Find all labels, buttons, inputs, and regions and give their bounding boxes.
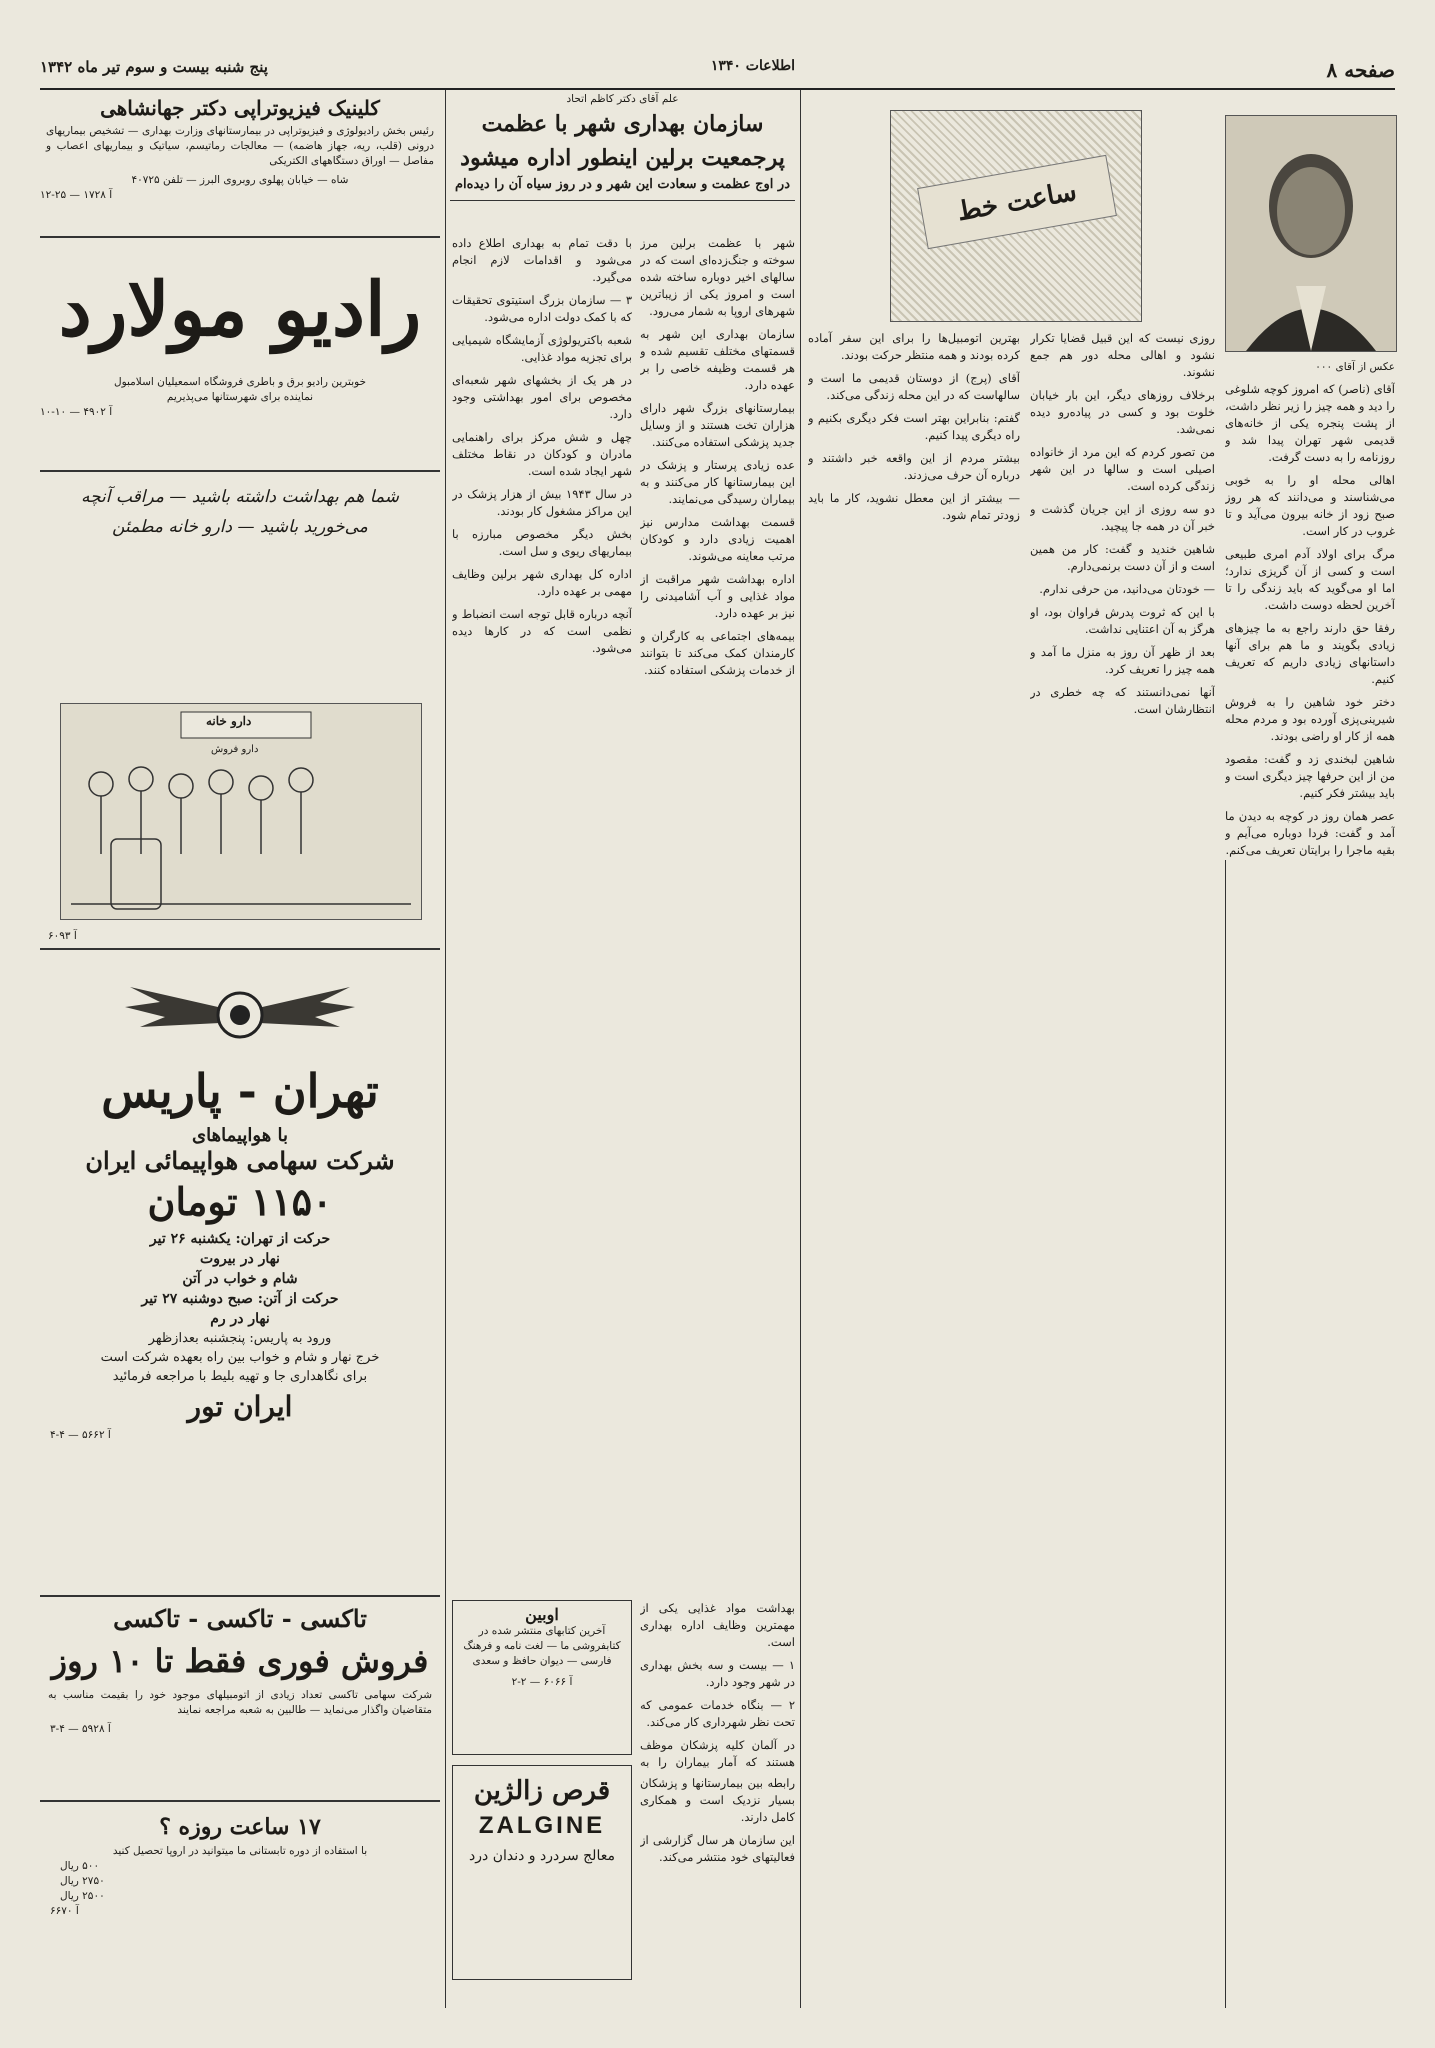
portrait-photo [1225, 115, 1397, 352]
books-ad-code: آ ۶۰۶۶ — ۲-۲ [511, 1676, 573, 1688]
article2-kicker: علم آقای دکتر کاظم اتحاد [566, 93, 679, 105]
pharmacy-ad [40, 478, 440, 950]
page-header [40, 52, 1395, 90]
article-paragraph: آنچه درباره قابل توجه است انضباط و نظمی است که در کارها دیده می‌شود. [452, 607, 632, 655]
zalgine-ad [452, 1765, 632, 1980]
airline-ad-code: آ ۵۶۶۲ — ۴-۴ [50, 1429, 111, 1441]
taxi-ad-code: آ ۵۹۲۸ — ۴-۳ [50, 1723, 111, 1735]
article-paragraph: اداره بهداشت شهر مراقبت از مواد غذایی و آب آشامیدنی را نیز بر عهده دارد. [640, 572, 795, 620]
airline-ad-line: حرکت از آتن: صبح دوشنبه ۲۷ تیر [141, 1291, 339, 1307]
article-paragraph: شاهین خندید و گفت: کار من همین است و از آن دست برنمی‌دارم. [1030, 542, 1215, 573]
radio-ad-line1: خوبترین رادیو برق و باطری فروشگاه اسمعیلیان اسلامبول [113, 376, 367, 388]
cartoon-illustration [60, 703, 422, 920]
article-paragraph: بیمه‌های اجتماعی به کارگران و کارمندان کمک می‌کند تا بتوانند از خدمات پزشکی استفاده کنند. [640, 629, 795, 677]
airline-ad-line: خرج نهار و شام و خواب بین راه بعهده شرکت است [100, 1350, 380, 1365]
article1-kicker: عکس از آقای ۰۰۰ [1315, 361, 1395, 373]
course-ad-price: ۲۵۰۰ ریال [60, 1890, 105, 1902]
article-paragraph: آقای (ناصر) که امروز کوچه شلوغی را دید و همه چیز را زیر نظر داشت، از پشت پنجره یکی از خانه‌های قدیمی شهر تهران پیدا شد و روزنامه را به دست گرفت. [1225, 382, 1395, 464]
article-paragraph: ۲ — بنگاه خدمات عمومی که تحت نظر شهرداری کار می‌کند. [640, 1698, 795, 1729]
article-paragraph: ۳ — سازمان بزرگ استیتوی تحقیقات که با کمک دولت اداره می‌شود. [452, 293, 632, 324]
airline-ad-brand: ایران تور [187, 1390, 293, 1423]
article-paragraph: با دقت تمام به بهداری اطلاع داده می‌شود و اقدامات لازم انجام می‌گیرد. [452, 236, 632, 284]
article-paragraph: من تصور کردم که این مرد از خانواده اصیلی است و سالها در این شهر زندگی کرده است. [1030, 445, 1215, 493]
article1-column-a [1225, 360, 1395, 1988]
radio-ad-line2: نماینده برای شهرستانها می‌پذیریم [166, 391, 314, 403]
books-ad-body: آخرین کتابهای منتشر شده در کتابفروشی ما — لغت نامه و فرهنگ فارسی — دیوان حافظ و سعدی [463, 1625, 621, 1667]
airline-ad-line: حرکت از تهران: یکشنبه ۲۶ تیر [149, 1231, 331, 1247]
clinic-ad [40, 96, 440, 238]
clinic-ad-code: آ ۱۷۲۸ — ۲۵-۱۲ [40, 189, 113, 201]
article2-subtitle: در اوج عظمت و سعادت این شهر و در روز سیاه آن را دیده‌ام [454, 177, 791, 192]
article-paragraph: — بیشتر از این معطل نشوید، کار ما باید زودتر تمام شود. [808, 491, 1020, 522]
article-illustration [890, 110, 1142, 322]
article-paragraph: شاهین لبخندی زد و گفت: مقصود من از این حرفها چیز دیگری است و باید بیشتر فکر کنیم. [1225, 752, 1395, 800]
airline-wings-logo-icon [120, 967, 360, 1057]
article-paragraph: برخلاف روزهای دیگر، این بار خیابان خلوت بود و کسی در پیاده‌رو دیده نمی‌شد. [1030, 388, 1215, 436]
radio-ad-code: آ ۴۹۰۲ — ۱۰-۱۰ [40, 406, 113, 418]
article-paragraph: بهترین اتومبیل‌ها را برای این سفر آماده کرده بودند و همه منتظر حرکت بودند. [808, 331, 1020, 362]
article-paragraph: سازمان بهداری این شهر به قسمتهای مختلف تقسیم شده و هر قسمت وظیفه خاصی را بر عهده دارد. [640, 327, 795, 392]
books-ad [452, 1600, 632, 1755]
article-paragraph: دو سه روزی از این جریان گذشت و خبر آن در همه جا پیچید. [1030, 502, 1215, 533]
airline-ad-company: شرکت سهامی هواپیمائی ایران [85, 1146, 395, 1175]
paper-code: اطلاعات ۱۳۴۰ [710, 58, 795, 74]
article1-column-b [1030, 330, 1215, 1988]
article-paragraph: روزی نیست که این قبیل قضایا تکرار نشود و اهالی محله دور هم جمع نشوند. [1030, 331, 1215, 379]
portrait-icon [1226, 116, 1396, 351]
article-paragraph: این سازمان هر سال گزارشی از فعالیتهای خود منتشر می‌کند. [640, 1833, 795, 1864]
clinic-ad-body: رئیس بخش رادیولوژی و فیزیوتراپی در بیمارستانهای وزارت بهداری — تشخیص بیماریهای درونی (قلب، ریه، جهاز هاضمه) — معالجات رماتیسم، سیاتیک و بیماریهای اعصاب و مفاصل — اوراق دستگاههای الکتریکی [46, 125, 434, 167]
taxi-ad [40, 1600, 440, 1802]
pharmacy-ad-text: شما هم بهداشت داشته باشید — مراقب آنچه می‌خورید باشید — دارو خانه مطمئن [80, 487, 400, 537]
zalgine-latin: ZALGINE [478, 1812, 606, 1839]
airline-ad [40, 955, 440, 1597]
page-number: صفحه ۸ [1326, 58, 1395, 82]
article-paragraph: مرگ برای اولاد آدم امری طبیعی است و کسی از آن گریزی ندارد؛ اما او می‌گوید که باید زندگی را تا آخرین لحظه دوست داشت. [1225, 547, 1395, 612]
course-ad-price: ۵۰۰ ریال [60, 1860, 100, 1872]
article-paragraph: رفقا حق دارند راجع به ما چیزهای زیادی بگویند و ما هم برای آنها داستانهای زیادی داریم که تعریف کنیم. [1225, 621, 1395, 686]
course-ad-price: ۲۷۵۰ ریال [60, 1875, 105, 1887]
article-paragraph: آقای (پرج) از دوستان قدیمی ما است و سالهاست که در این محله زندگی می‌کند. [808, 371, 1020, 402]
article-paragraph: دختر خود شاهین را به فروش شیرینی‌پزی آورده بود و مردم محله همه از کار او راضی بودند. [1225, 695, 1395, 743]
radio-ad-title: رادیو مولارد [58, 267, 422, 353]
article-paragraph: اداره کل بهداری شهر برلین وظایف مهمی بر عهده دارد. [452, 567, 632, 598]
article-paragraph: شهر با عظمت برلین مرز سوخته و جنگ‌زده‌ای است که در سالهای اخیر دوباره ساخته شده است و امروز یکی از زیباترین شهرهای اروپا به شمار می‌رود. [640, 236, 795, 318]
issue-date: پنج شنبه بیست و سوم تیر ماه ۱۳۴۲ [40, 58, 268, 76]
article-paragraph: عده زیادی پرستار و پزشک در این بیمارستانها کار می‌کنند و به بیماران رسیدگی می‌نمایند. [640, 458, 795, 506]
article-paragraph: بعد از ظهر آن روز به منزل ما آمد و همه چیز را تعریف کرد. [1030, 645, 1215, 676]
article-paragraph: در آلمان کلیه پزشکان موظف هستند که آمار بیماران را به [640, 1738, 795, 1769]
article-paragraph: با این که ثروت پدرش فراوان بود، او هرگز به آن اعتنایی نداشت. [1030, 605, 1215, 636]
article-paragraph: بیشتر مردم از این واقعه خبر داشتند و درباره آن حرف می‌زدند. [808, 451, 1020, 482]
article-paragraph: بیمارستانهای بزرگ شهر دارای هزاران تخت هستند و از وسایل جدید پزشکی استفاده می‌کنند. [640, 401, 795, 449]
article-paragraph: آنها نمی‌دانستند که چه خطری در انتظارشان است. [1030, 685, 1215, 716]
article-paragraph: — خودتان می‌دانید، من حرفی ندارم. [1039, 582, 1215, 596]
taxi-ad-title: تاکسی - تاکسی - تاکسی [113, 1604, 367, 1633]
books-ad-title: اوبین [525, 1605, 559, 1624]
crowd-cartoon-icon [61, 704, 421, 919]
article-title: ساعت خط [955, 176, 1079, 228]
illustration-banner [917, 155, 1117, 249]
article-paragraph: ۱ — بیست و سه بخش بهداری در شهر وجود دارد. [640, 1658, 795, 1689]
article-paragraph: بهداشت مواد غذایی یکی از مهمترین وظایف اداره بهداری است. [640, 1601, 795, 1649]
cartoon-label-2: دارو فروش [211, 744, 259, 755]
airline-ad-title: تهران - پاریس [101, 1064, 379, 1118]
airline-ad-line: نهار در رم [210, 1311, 270, 1327]
article2-title-2: پرجمعیت برلین اینطور اداره میشود [460, 145, 785, 171]
course-ad [40, 1810, 440, 1980]
column-divider [445, 90, 446, 2008]
cartoon-label-1: دارو خانه [206, 714, 252, 728]
article2-heading [450, 92, 795, 201]
airline-ad-line: نهار در بیروت [200, 1251, 280, 1267]
course-ad-body: با استفاده از دوره تابستانی ما میتوانید در اروپا تحصیل کنید [112, 1845, 368, 1857]
column-divider [800, 90, 801, 2008]
taxi-ad-headline: فروش فوری فقط تا ۱۰ روز [51, 1642, 429, 1680]
airline-ad-with: با هواپیماهای [192, 1125, 288, 1146]
article-paragraph: چهل و شش مرکز برای راهنمایی مادران و کودکان در نقاط مختلف شهر ایجاد شده است. [452, 430, 632, 478]
zalgine-title: قرص زالژین [473, 1776, 611, 1806]
airline-ad-price: ۱۱۵۰ تومان [147, 1179, 333, 1224]
article-paragraph: در سال ۱۹۴۳ بیش از هزار پزشک در این مراکز مشغول کار بودند. [452, 487, 632, 518]
clinic-ad-address: شاه — خیابان پهلوی روبروی البرز — تلفن ۴۰۷۲۵ [131, 174, 349, 186]
airline-ad-line: برای نگاهداری جا و تهیه بلیط با مراجعه فرمائید [112, 1369, 368, 1384]
course-ad-title: ۱۷ ساعت روزه ؟ [159, 1814, 321, 1840]
article2-title-1: سازمان بهداری شهر با عظمت [481, 111, 764, 137]
airline-ad-line: شام و خواب در آتن [182, 1271, 298, 1287]
article2-column-d [640, 1775, 795, 1980]
article-paragraph: گفتم: بنابراین بهتر است فکر دیگری بکنیم و راه دیگری پیدا کنیم. [808, 411, 1020, 442]
course-ad-code: آ ۶۶۷۰ [50, 1905, 79, 1917]
radio-ad [40, 245, 440, 472]
article-paragraph: اهالی محله او را به خوبی می‌شناسند و می‌دانند که هر روز صبح زود از خانه بیرون می‌آید و تا غروب در کار است. [1225, 473, 1395, 538]
article-paragraph: رابطه بین بیمارستانها و پزشکان بسیار نزدیک است و همکاری کامل دارند. [640, 1776, 795, 1824]
article1-column-c [808, 330, 1020, 1988]
article-paragraph: قسمت بهداشت مدارس نیز اهمیت زیادی دارد و کودکان مرتب معاینه می‌شوند. [640, 515, 795, 563]
clinic-ad-title: کلینیک فیزیوتراپی دکتر جهانشاهی [100, 96, 380, 120]
zalgine-sub: معالج سردرد و دندان درد [469, 1848, 615, 1864]
article-paragraph: بخش دیگر مخصوص مبارزه با بیماریهای ریوی و سل است. [452, 527, 632, 558]
taxi-ad-body: شرکت سهامی تاکسی تعداد زیادی از اتومبیلهای موجود خود را بقیمت مناسب به متقاضیان واگذار می‌نماید — طالبین به شعبه مراجعه نمایند [48, 1689, 432, 1716]
airline-ad-line: ورود به پاریس: پنجشنبه بعدازظهر [148, 1331, 332, 1346]
article2-column-c [640, 1600, 795, 1770]
article-paragraph: عصر همان روز در کوچه به دیدن ما آمد و گفت: فردا دوباره می‌آیم و بقیه ماجرا را برایتان تعریف می‌کنم. [1225, 809, 1395, 857]
pharmacy-ad-code: آ ۶۰۹۳ [48, 930, 77, 942]
article-paragraph: در هر یک از بخشهای شهر شعبه‌ای مخصوص برای امور بهداشتی وجود دارد. [452, 373, 632, 421]
article-paragraph: شعبه باکتریولوژی آزمایشگاه شیمیایی برای تجزیه مواد غذایی. [452, 333, 632, 364]
